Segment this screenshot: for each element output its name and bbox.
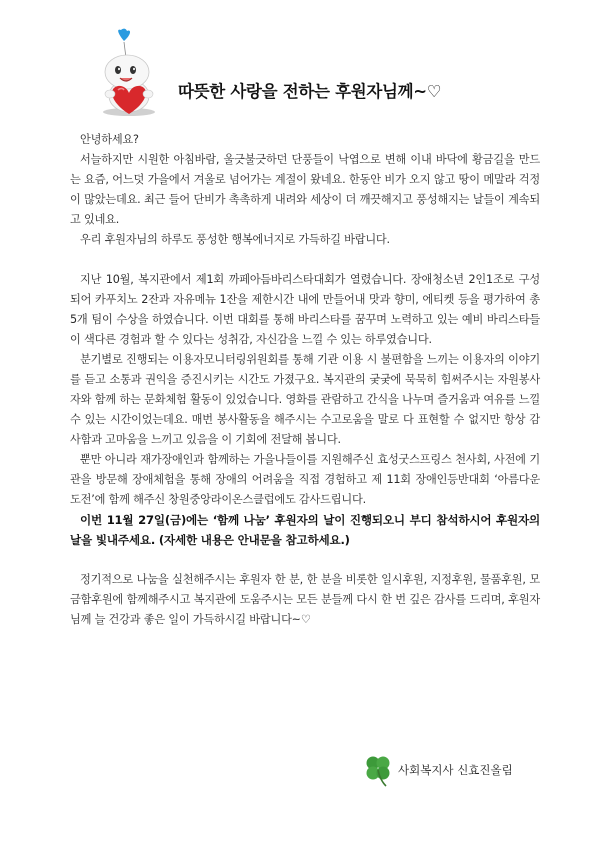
donor-day-quote: ‘함께 나눔’ [212, 513, 270, 527]
letter-body [70, 130, 540, 630]
spacer [70, 250, 540, 270]
greeting: 안녕하세요? [80, 133, 139, 146]
donor-day-text-a: 이번 11월 27일(금)에는 [80, 513, 213, 527]
paragraph-monitoring: 분기별로 진행되는 이용자모니터링위원회를 통해 기관 이용 시 불편함을 느끼는 이용자의 이야기를 듣고 소통과 권익을 증진시키는 시간도 가졌구요. 복지관의 궂궂에 묵묵히 힘써주시는 자원봉사자와 함께 하는 문화체험 활동이 있었습니다. 영화를 관람하고 간식을 나누며 즐거움과 여유를 느낄 수 있는 시간이었는데요. 매번 봉사활동을 해주시는 수고로움을 말로 다 표현할 수 없지만 항상 감사함과 고마움을 느끼고 있음을 이 기회에 전달해 봅니다. [70, 353, 540, 446]
paragraph-barista-contest: 지난 10월, 복지관에서 제1회 까페아듬바리스타대회가 열렸습니다. 장애청소년 2인1조로 구성되어 카푸치노 2잔과 자유메뉴 1잔을 제한시간 내에 만들어내 맛과 향미, 에티켓 등을 평가하여 총 5개 팀이 수상을 하였습니다. 이번 대회를 통해 바리스타를 꿈꾸며 노력하고 있는 예비 바리스타들이 색다른 경험과 할 수 있다는 성취감, 자신감을 느낄 수 있는 하루였습니다. [70, 273, 540, 346]
paragraph-closing: 정기적으로 나눔을 실천해주시는 후원자 한 분, 한 분을 비롯한 일시후원, 지정후원, 물품후원, 모금함후원에 함께해주시고 복지관에 도움주시는 모든 분들께 다시 한 번 깊은 감사를 드리며, 후원자님께 늘 건강과 좋은 일이 가득하시길 바랍니다~♡ [70, 573, 540, 626]
mascot-holding-heart-icon [96, 28, 166, 118]
four-leaf-clover-icon [360, 752, 396, 788]
letter-title: 따뜻한 사랑을 전하는 후원자님께~♡ [178, 82, 442, 101]
paragraph-donor-day [70, 510, 540, 550]
donor-day-text-b: 후원자의 날이 진행되오니 부디 참석하시어 후원자의 날을 빛내주세요. (자세한 내용은 안내문을 참고하세요.) [70, 513, 541, 547]
paragraph-season: 서늘하지만 시원한 아침바람, 울긋불긋하던 단풍들이 낙엽으로 변해 이내 바닥에 황금길을 만드는 요즘, 어느덧 가을에서 겨울로 넘어가는 계절이 왔네요. 한동안 비가 오지 않고 땅이 메말라 걱정이 많았는데요. 최근 들어 단비가 촉촉하게 내려와 세상이 더 깨끗해지고 풍성해지는 날들이 계속되고 있네요. [70, 153, 540, 226]
letter-header [96, 28, 556, 118]
paragraph-thanks: 뿐만 아니라 재가장애인과 함께하는 가을나들이를 지원해주신 효성굿스프링스 천사회, 사전에 기관을 방문해 장애체험을 통해 장애의 어려움을 직접 경험하고 제 11회 장애인등반대회 ‘아름다운 도전’에 함께 해주신 창원중앙라이온스클럽에도 감사드립니다. [70, 453, 540, 506]
signature [360, 752, 550, 792]
signature-text: 사회복지사 신효진올림 [398, 763, 513, 777]
spacer [70, 550, 540, 570]
paragraph-wishes: 우리 후원자님의 하루도 풍성한 행복에너지로 가득하길 바랍니다. [80, 233, 390, 246]
